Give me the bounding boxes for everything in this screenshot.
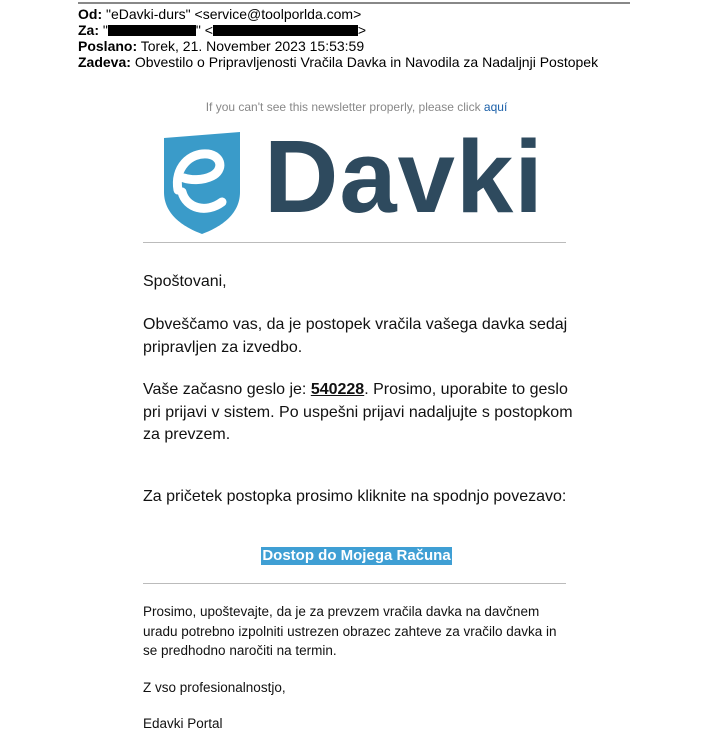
newsletter-notice: If you can't see this newsletter properly, please click aquí bbox=[205, 100, 508, 114]
logo-wordmark: Davki bbox=[264, 119, 544, 234]
cta-container bbox=[0, 547, 713, 565]
temporary-password: 540228 bbox=[310, 381, 365, 398]
note-paragraph: Prosimo, upoštevajte, da je za prevzem vračila davka na davčnem uradu potrebno izpolniti ustrezen obrazec zahteve za vračilo davka in se predhodno naročiti na termin. bbox=[143, 604, 557, 658]
account-access-button[interactable]: Dostop do Mojega Računa bbox=[262, 547, 451, 564]
edavki-logo bbox=[160, 119, 550, 235]
from-label: Od: bbox=[78, 6, 103, 22]
divider-bottom bbox=[143, 583, 566, 584]
newsletter-link[interactable]: aquí bbox=[483, 100, 508, 114]
subject-line bbox=[78, 54, 598, 70]
signature: Edavki Portal bbox=[143, 716, 223, 731]
from-value: "eDavki-durs" <service@toolporlda.com> bbox=[106, 6, 362, 22]
divider-top bbox=[143, 242, 566, 243]
to-line: Za: " " < > bbox=[78, 22, 367, 38]
closing-text: Z vso profesionalnostjo, bbox=[143, 680, 286, 695]
sent-label: Poslano: bbox=[78, 38, 138, 54]
sent-value: Torek, 21. November 2023 15:53:59 bbox=[140, 38, 365, 54]
sent-line bbox=[78, 38, 364, 54]
paragraph-notice: Obveščamo vas, da je postopek vračila vašega davka sedaj pripravljen za izvedbo. bbox=[143, 316, 568, 356]
instruction-paragraph: Za pričetek postopka prosimo kliknite na spodnjo povezavo: bbox=[143, 488, 567, 505]
greeting: Spoštovani, bbox=[143, 273, 227, 290]
redacted-email bbox=[213, 25, 358, 36]
to-label: Za: bbox=[78, 22, 99, 38]
from-line bbox=[78, 6, 361, 22]
subject-value: Obvestilo o Pripravljenosti Vračila Davka in Navodila za Nadaljnji Postopek bbox=[134, 54, 599, 70]
header-top-rule bbox=[78, 2, 630, 4]
subject-label: Zadeva: bbox=[78, 54, 131, 70]
password-paragraph: Vaše začasno geslo je: 540228. Prosimo, uporabite to geslo pri prijavi v sistem. Po uspešni prijavi nadaljujte s postopkom za prevzem. bbox=[143, 381, 573, 443]
redacted-name bbox=[108, 25, 196, 36]
